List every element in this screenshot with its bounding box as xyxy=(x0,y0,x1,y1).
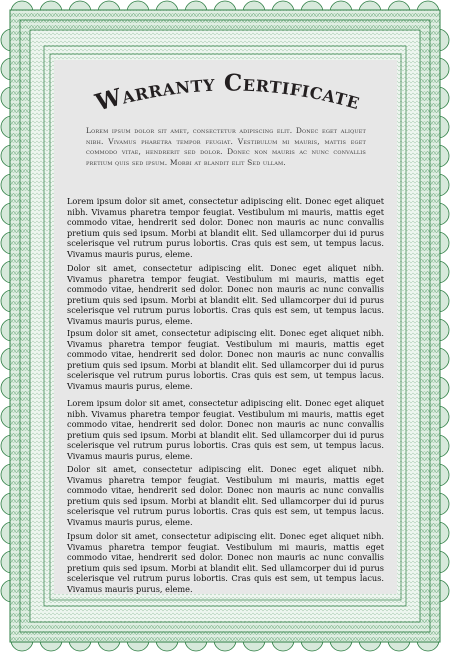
body-paragraph-6: Ipsum dolor sit amet, consectetur adipiscing elit. Donec eget aliquet nibh. Vivamus pharetra tempor feugiat. Vestibulum mi mauris, mattis eget commodo vitae, hendrerit sed dolor. Donec non mauris ac nunc convallis pretium quis sed ipsum. Morbi at blandit elit. Sed ullamcorper dui id purus scelerisque vel rutrum purus lobortis. Cras quis est sem, ut tempus lacus. Vivamus mauris purus, eleme. xyxy=(67,531,384,594)
intro-text: Lorem ipsum dolor sit amet, consectetur adipiscing elit. Donec eget aliquet nibh. Vivamus pharetra tempor feugiat. Vestibulum mi mauris, mattis eget commodo vitae, hendrerit sed dolor. Donec non mauris ac nunc convallis pretium quis sed ipsum. Morbi at blandit elit Sed ullam. xyxy=(86,126,366,167)
body-paragraph-2: Dolor sit amet, consectetur adipiscing elit. Donec eget aliquet nibh. Vivamus pharetra tempor feugiat. Vestibulum mi mauris, mattis eget commodo vitae, hendrerit sed dolor. Donec non mauris ac nunc convallis pretium quis sed ipsum. Morbi at blandit elit. Sed ullamcorper dui id purus scelerisque vel rutrum purus lobortis. Cras quis est sem, ut tempus lacus. Vivamus mauris purus, eleme. xyxy=(67,263,384,326)
body-paragraph-3: Ipsum dolor sit amet, consectetur adipiscing elit. Donec eget aliquet nibh. Vivamus pharetra tempor feugiat. Vestibulum mi mauris, mattis eget commodo vitae, hendrerit sed dolor. Donec non mauris ac nunc convallis pretium quis sed ipsum. Morbi at blandit elit. Sed ullamcorper dui id purus scelerisque vel rutrum purus lobortis. Cras quis est sem, ut tempus lacus. Vivamus mauris purus, eleme. xyxy=(67,328,384,391)
body-paragraph-4: Lorem ipsum dolor sit amet, consectetur adipiscing elit. Donec eget aliquet nibh. Vivamus pharetra tempor feugiat. Vestibulum mi mauris, mattis eget commodo vitae, hendrerit sed dolor. Donec non mauris ac nunc convallis pretium quis sed ipsum. Morbi at blandit elit. Sed ullamcorper dui id purus scelerisque vel rutrum purus lobortis. Cras quis est sem, ut tempus lacus. Vivamus mauris purus, eleme. xyxy=(67,398,384,461)
body-paragraph-1: Lorem ipsum dolor sit amet, consectetur adipiscing elit. Donec eget aliquet nibh. Vivamus pharetra tempor feugiat. Vestibulum mi mauris, mattis eget commodo vitae, hendrerit sed dolor. Donec non mauris ac nunc convallis pretium quis sed ipsum. Morbi at blandit elit. Sed ullamcorper dui id purus scelerisque vel rutrum purus lobortis. Cras quis est sem, ut tempus lacus. Vivamus mauris purus, eleme. xyxy=(67,196,384,259)
body-paragraph-5: Dolor sit amet, consectetur adipiscing elit. Donec eget aliquet nibh. Vivamus pharetra tempor feugiat. Vestibulum mi mauris, mattis eget commodo vitae, hendrerit sed dolor. Donec non mauris ac nunc convallis pretium quis sed ipsum. Morbi at blandit elit. Sed ullamcorper dui id purus scelerisque vel rutrum purus lobortis. Cras quis est sem, ut tempus lacus. Vivamus mauris purus, eleme. xyxy=(67,464,384,527)
title-text: Warranty Certificate xyxy=(92,69,364,117)
svg-text:Warranty Certificate xyxy=(92,69,364,116)
